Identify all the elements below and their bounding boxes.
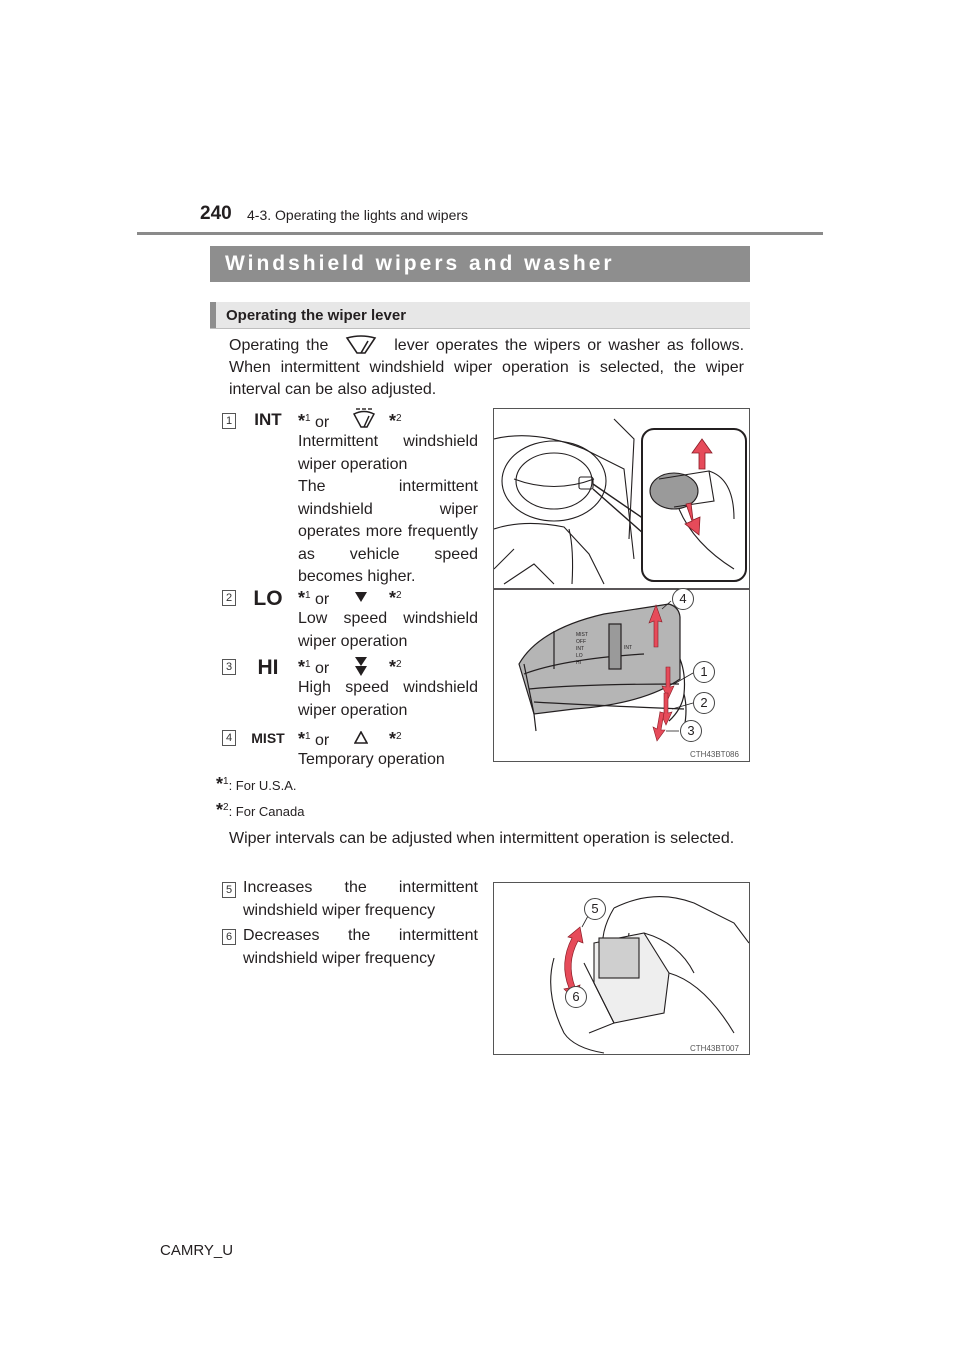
item-number-6: 6: [222, 929, 236, 945]
svg-text:LO: LO: [576, 653, 583, 659]
subheading: Operating the wiper lever: [210, 302, 750, 329]
mist-label-icon: MIST: [251, 730, 285, 746]
svg-text:OFF: OFF: [576, 639, 586, 645]
figure-2-code: CTH43BT007: [690, 1044, 739, 1053]
page-number: 240: [200, 203, 232, 224]
item-3-text: High speed windshield wiper operation: [298, 679, 478, 719]
item-2-legend: *$^1$ or: [298, 588, 330, 608]
callout-2: 2: [693, 692, 715, 714]
item-1-legend: *$^1$ or: [298, 411, 330, 431]
item-4-legend: *$^1$ or: [298, 729, 330, 749]
item-number-2: 2: [222, 590, 236, 606]
hi-icon: HI: [257, 656, 279, 679]
callout-4: 4: [672, 588, 694, 610]
item-1-text: Intermittent windshield wiper operation: [298, 433, 478, 473]
item-1-canada-star: *$^2$: [389, 411, 402, 431]
subheading-rule: [210, 328, 750, 329]
document-code: CAMRY_U: [160, 1242, 234, 1259]
svg-text:HI: HI: [576, 660, 581, 666]
item-number-3: 3: [222, 659, 236, 675]
item-2-text: Low speed windshield wiper operation: [298, 610, 478, 650]
callout-1: 1: [693, 661, 715, 683]
item-5-text: Increases the intermittent windshield wiper frequency: [243, 879, 478, 919]
intro-paragraph: [229, 335, 744, 401]
wiper-lever-icon: [335, 337, 387, 353]
mist-icon: [354, 731, 368, 745]
item-3-legend: *$^1$ or: [298, 657, 330, 677]
section-path: 4-3. Operating the lights and wipers: [247, 207, 469, 223]
star-marker: *: [298, 411, 306, 431]
footnote-2: *$^2$: For Canada: [216, 800, 305, 820]
svg-text:INT: INT: [624, 645, 633, 651]
item-number-1: 1: [222, 413, 236, 429]
high-speed-icon: [354, 656, 368, 678]
lo-icon: LO: [253, 587, 283, 610]
intro-after: lever operates the wipers or washer as follows. When intermittent windshield wiper operation is selected, the wiper interval can be also adjusted.: [229, 337, 745, 398]
item-number-5: 5: [222, 882, 236, 898]
page-title: Windshield wipers and washer: [210, 246, 750, 282]
item-2-canada-star: *$^2$: [389, 588, 402, 608]
low-speed-icon: [354, 590, 368, 604]
intro-before: Operating the: [229, 337, 329, 354]
int-icon: INT: [254, 410, 282, 429]
interval-adjust-figure: [493, 882, 750, 1055]
svg-text:INT: INT: [576, 646, 585, 652]
item-1-note: The intermittent windshield wiper operates more frequently as vehicle speed becomes higher.: [298, 478, 478, 585]
footnote-1: *$^1$: For U.S.A.: [216, 774, 297, 794]
item-6-text: Decreases the intermittent windshield wiper frequency: [243, 927, 478, 967]
interval-paragraph: Wiper intervals can be adjusted when intermittent operation is selected.: [229, 830, 735, 847]
item-4-canada-star: *$^2$: [389, 729, 402, 749]
header-rule: [137, 232, 823, 235]
wiper-lever-figure: [493, 408, 750, 762]
item-3-canada-star: *$^2$: [389, 657, 402, 677]
svg-text:MIST: MIST: [576, 632, 588, 638]
item-number-4: 4: [222, 730, 236, 746]
callout-3: 3: [680, 720, 702, 742]
callout-5: 5: [584, 898, 606, 920]
figure-1-code: CTH43BT086: [690, 750, 739, 759]
intermittent-wiper-icon: [350, 406, 378, 430]
item-4-text: Temporary operation: [298, 751, 445, 768]
callout-6: 6: [565, 986, 587, 1008]
